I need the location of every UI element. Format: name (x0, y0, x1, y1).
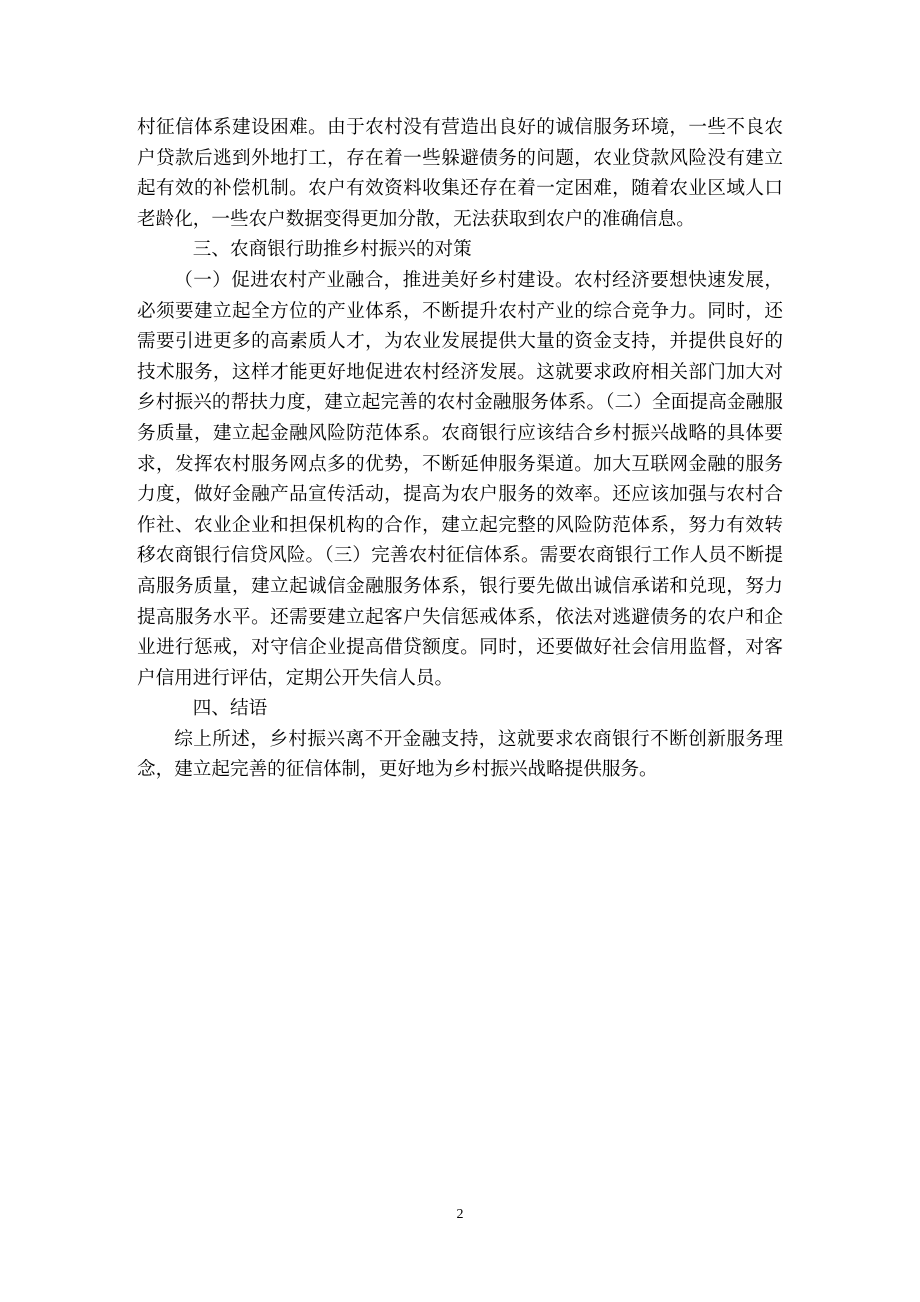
section-heading-conclusion: 四、结语 (192, 698, 268, 720)
document-body (137, 113, 783, 786)
section-heading-countermeasures: 三、农商银行助推乡村振兴的对策 (192, 239, 472, 261)
paragraph-conclusion: 综上所述，乡村振兴离不开金融支持，这就要求农商银行不断创新服务理念，建立起完善的征信体制，更好地为乡村振兴战略提供服务。 (137, 728, 783, 781)
paragraph-credit-system-difficulty: 村征信体系建设困难。由于农村没有营造出良好的诚信服务环境，一些不良农户贷款后逃到外地打工，存在着一些躲避债务的问题，农业贷款风险没有建立起有效的补偿机制。农户有效资料收集还存在着一定困难，随着农业区域人口老龄化，一些农户数据变得更加分散，无法获取到农户的准确信息。 (137, 117, 783, 230)
paragraph-countermeasures: （一）促进农村产业融合，推进美好乡村建设。农村经济要想快速发展，必须要建立起全方位的产业体系，不断提升农村产业的综合竞争力。同时，还需要引进更多的高素质人才，为农业发展提供大量的资金支持，并提供良好的技术服务，这样才能更好地促进农村经济发展。这就要求政府相关部门加大对乡村振兴的帮扶力度，建立起完善的农村金融服务体系。（二）全面提高金融服务质量，建立起金融风险防范体系。农商银行应该结合乡村振兴战略的具体要求，发挥农村服务网点多的优势，不断延伸服务渠道。加大互联网金融的服务力度，做好金融产品宣传活动，提高为农户服务的效率。还应该加强与农村合作社、农业企业和担保机构的合作，建立起完整的风险防范体系，努力有效转移农商银行信贷风险。（三）完善农村征信体系。需要农商银行工作人员不断提高服务质量，建立起诚信金融服务体系，银行要先做出诚信承诺和兑现，努力提高服务水平。还需要建立起客户失信惩戒体系，依法对逃避债务的农户和企业进行惩戒，对守信企业提高借贷额度。同时，还要做好社会信用监督，对客户信用进行评估，定期公开失信人员。 (137, 269, 783, 689)
page-number: 2 (456, 1207, 464, 1222)
